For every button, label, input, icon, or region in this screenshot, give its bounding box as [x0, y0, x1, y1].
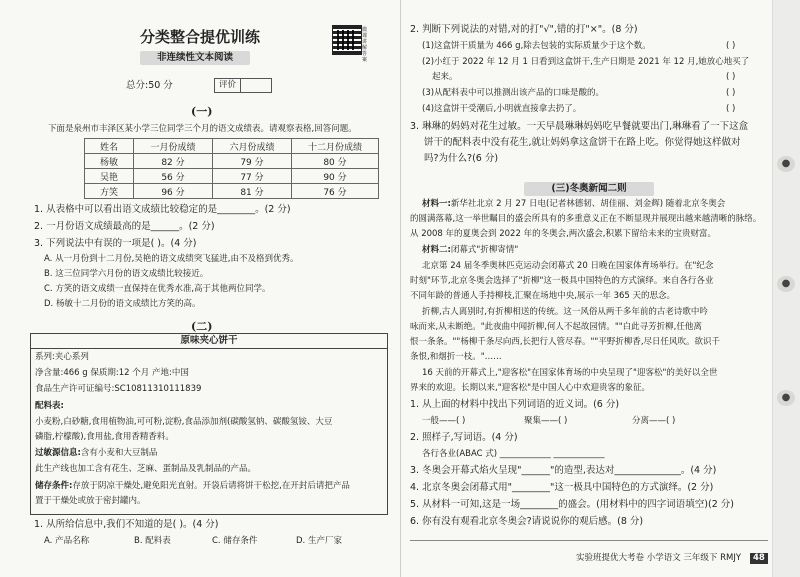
question-3: 3. 下列说法中有误的一项是( )。(4 分): [34, 238, 197, 249]
question-6-line-2: 饼干的配料表中没有花生,就让妈妈拿这盒饼干在路上吃。你觉得她这样做对: [424, 137, 741, 148]
table-header: 六月份成绩: [213, 139, 292, 154]
table-intro: 下面是泉州市丰泽区某小学三位同学三个月的语文成绩表。请观察表格,回答问题。: [48, 124, 357, 134]
table-row: [85, 154, 379, 169]
storage-label: 储存条件:: [35, 481, 73, 491]
footer-text: 实验班提优大考卷 小学语文 三年级下 RMJY: [576, 553, 742, 563]
q7-item-3: 分离——( ): [632, 416, 676, 426]
question-9: 3. 冬奥会开幕式焰火呈现"______"的造型,表达对______________。(4 分): [410, 465, 717, 476]
column-divider: [400, 0, 401, 577]
material-2-line: 折柳,古人离别时,有折柳相送的传统。这一风俗从两千多年前的古老诗歌中吟: [422, 307, 708, 317]
q4-option-b: B. 配料表: [134, 536, 171, 546]
allergen-label: 过敏源信息:: [35, 448, 81, 458]
table-cell: 杨敏: [85, 154, 134, 169]
ingredients-line-1: 小麦粉,白砂糖,食用植物油,可可粉,淀粉,食品添加剂(碳酸氢钠、碳酸氢铵、大豆: [35, 417, 333, 427]
material-2-line: 北京第 24 届冬季奥林匹克运动会闭幕式 20 日晚在国家体育场举行。在"纪念: [422, 261, 714, 271]
ingredients-label: 配料表:: [35, 401, 64, 411]
ingredients-line-2: 磷脂,柠檬酸),食用盐,食用香精香料。: [35, 432, 174, 442]
table-header: 一月份成绩: [134, 139, 213, 154]
material-1-line-2: 的圆满落幕,这一举世瞩目的盛会所具有的多重意义正在不断显现并展现出越来越清晰的脉络。: [410, 214, 762, 224]
rating-box: [214, 78, 272, 93]
table-cell: 79 分: [213, 154, 292, 169]
question-7: 1. 从上面的材料中找出下列词语的近义词。(6 分): [410, 399, 620, 410]
answer-line: [410, 540, 768, 541]
total-score: 总分:50 分: [126, 80, 173, 91]
table-cell: 76 分: [292, 184, 379, 199]
table-cell: 90 分: [292, 169, 379, 184]
q4-option-d: D. 生产厂家: [296, 536, 342, 546]
material-2-line: 时刻"环节,北京冬奥会选择了"折柳"这一极具中国特色的方式演绎。来自各行各业: [410, 276, 714, 286]
table-cell: 方笑: [85, 184, 134, 199]
answer-paren: ( ): [726, 72, 736, 82]
product-label-box: [30, 333, 388, 515]
question-6-line-3: 吗?为什么?(6 分): [424, 153, 499, 164]
allergen-line-2: 此生产线也加工含有花生、芝麻、蛋制品及乳制品的产品。: [35, 464, 257, 474]
binding-mark-icon: ●: [777, 390, 795, 406]
binding-mark-icon: ●: [777, 156, 795, 172]
section-1-heading: (一): [191, 105, 213, 118]
table-header: 十二月份成绩: [292, 139, 379, 154]
answer-paren: ( ): [726, 41, 736, 51]
table-cell: 56 分: [134, 169, 213, 184]
material-2-line: 恨一条条。""杨柳千条尽向西,长把行人管尽春。""平野折柳香,尽日任风吹。欲识千: [410, 337, 721, 347]
table-header: 姓名: [85, 139, 134, 154]
answer-paren: ( ): [726, 88, 736, 98]
material-2-line: 界来的欢迎。长期以来,"迎客松"是中国人心中欢迎贵客的象征。: [410, 383, 651, 393]
q5-item-1: (1)这盒饼干质量为 466 g,除去包装的实际质量少于这个数。: [422, 41, 651, 51]
subtitle-bar: 非连续性文本阅读: [140, 51, 250, 65]
storage-text: 存放于阴凉干燥处,避免阳光直射。开袋后请将饼干松挖,在开封后请把产品: [72, 481, 350, 491]
option-b: B. 这三位同学六月份的语文成绩比较接近。: [44, 269, 209, 279]
question-5: 2. 判断下列说法的对错,对的打"√",错的打"×"。(8 分): [410, 24, 638, 35]
material-1-label: 材料一:: [422, 199, 451, 209]
table-cell: 80 分: [292, 154, 379, 169]
score-table: [84, 138, 379, 199]
allergen-text: 含有小麦和大豆制品: [80, 448, 158, 458]
q5-item-2: (2)小红于 2022 年 12 月 1 日看到这盒饼干,生产日期是 2021 年 12 月,她放心地买了: [422, 57, 750, 67]
question-8: 2. 照样子,写词语。(4 分): [410, 432, 518, 443]
option-c: C. 方笑的语文成绩一直保持在优秀水准,高于其他两位同学。: [44, 284, 271, 294]
q5-item-4: (4)这盒饼干受潮后,小明就直接拿去扔了。: [422, 104, 582, 114]
q4-option-a: A. 产品名称: [44, 536, 90, 546]
label-series: 系列:夹心系列: [35, 352, 89, 362]
q8-item: 各行各业(ABAC 式) ____________ ____________: [422, 449, 605, 459]
material-2-line: 咏而来,从未断绝。"此夜曲中闻折柳,何人不起故园情。""白此寻芳折柳,任他离: [410, 322, 702, 332]
rating-label: 评价: [215, 79, 241, 92]
label-weight: 净含量:466 g 保质期:12 个月 产地:中国: [35, 368, 189, 378]
page-number: 48: [750, 553, 768, 564]
material-2-line: 不同年龄的普通人手持柳枝,汇聚在场地中央,展示一年 365 天的思念。: [410, 291, 676, 301]
table-cell: 96 分: [134, 184, 213, 199]
material-2-label: 材料二:: [422, 245, 451, 255]
question-11: 5. 从材料一可知,这是一场________的盛会。(用材料中的四字词语填空)(2 分): [410, 499, 734, 510]
table-cell: 82 分: [134, 154, 213, 169]
storage-line-2: 置于干燥处或放于密封罐内。: [35, 496, 146, 506]
table-cell: 77 分: [213, 169, 292, 184]
material-2-title: 闭幕式"折柳寄情": [450, 245, 519, 255]
q7-item-2: 聚集——( ): [524, 416, 568, 426]
product-label-title: 原味夹心饼干: [31, 334, 387, 349]
question-2: 2. 一月份语文成绩最高的是______。(2 分): [34, 221, 215, 232]
qr-label: 微课讲解答案: [362, 27, 368, 63]
question-12: 6. 你有没有观看北京冬奥会?请说说你的观后感。(8 分): [410, 516, 644, 527]
q5-item-2-cont: 起来。: [432, 72, 458, 82]
binding-mark-icon: ●: [777, 276, 795, 292]
label-license: 食品生产许可证编号:SC10811310111839: [35, 384, 202, 394]
option-a: A. 从一月份到十二月份,吴艳的语文成绩突飞猛进,由不及格到优秀。: [44, 254, 299, 264]
main-title: 分类整合提优训练: [140, 28, 261, 46]
table-cell: 吴艳: [85, 169, 134, 184]
material-1-line-3: 从 2008 年的夏奥会到 2022 年的冬奥会,两次盛会,积累下留给未来的宝贵财富。: [410, 229, 716, 239]
q4-option-c: C. 储存条件: [212, 536, 258, 546]
table-row: [85, 184, 379, 199]
table-row: [85, 169, 379, 184]
material-2-line: 16 天前的开幕式上,"迎客松"在国家体育场的中央呈现了"迎客松"的美好以全世: [422, 368, 718, 378]
question-1: 1. 从表格中可以看出语文成绩比较稳定的是________。(2 分): [34, 204, 291, 215]
q7-item-1: 一般——( ): [422, 416, 466, 426]
table-cell: 81 分: [213, 184, 292, 199]
material-1-line-1: 新华社北京 2 月 27 日电(记者林德韧、胡佳丽、刘金辉) 随着北京冬奥会: [450, 199, 726, 209]
section-3-heading: (三)冬奥新闻二则: [524, 182, 654, 196]
option-d: D. 杨敏十二月份的语文成绩比方笑的高。: [44, 299, 201, 309]
question-4: 1. 从所给信息中,我们不知道的是( )。(4 分): [34, 519, 219, 530]
answer-paren: ( ): [726, 104, 736, 114]
section-2-heading: (二): [191, 320, 213, 333]
question-10: 4. 北京冬奥会闭幕式用"________"这一极具中国特色的方式演绎。(2 分): [410, 482, 714, 493]
q5-item-3: (3)从配料表中可以推测出该产品的口味是酸的。: [422, 88, 605, 98]
question-6: 3. 琳琳的妈妈对花生过敏。一天早晨琳琳妈妈吃早餐就要出门,琳琳看了一下这盒: [410, 121, 749, 132]
material-2-line: 条恨,和烟折一枝。"……: [410, 352, 502, 362]
qr-code-icon: [332, 25, 362, 55]
